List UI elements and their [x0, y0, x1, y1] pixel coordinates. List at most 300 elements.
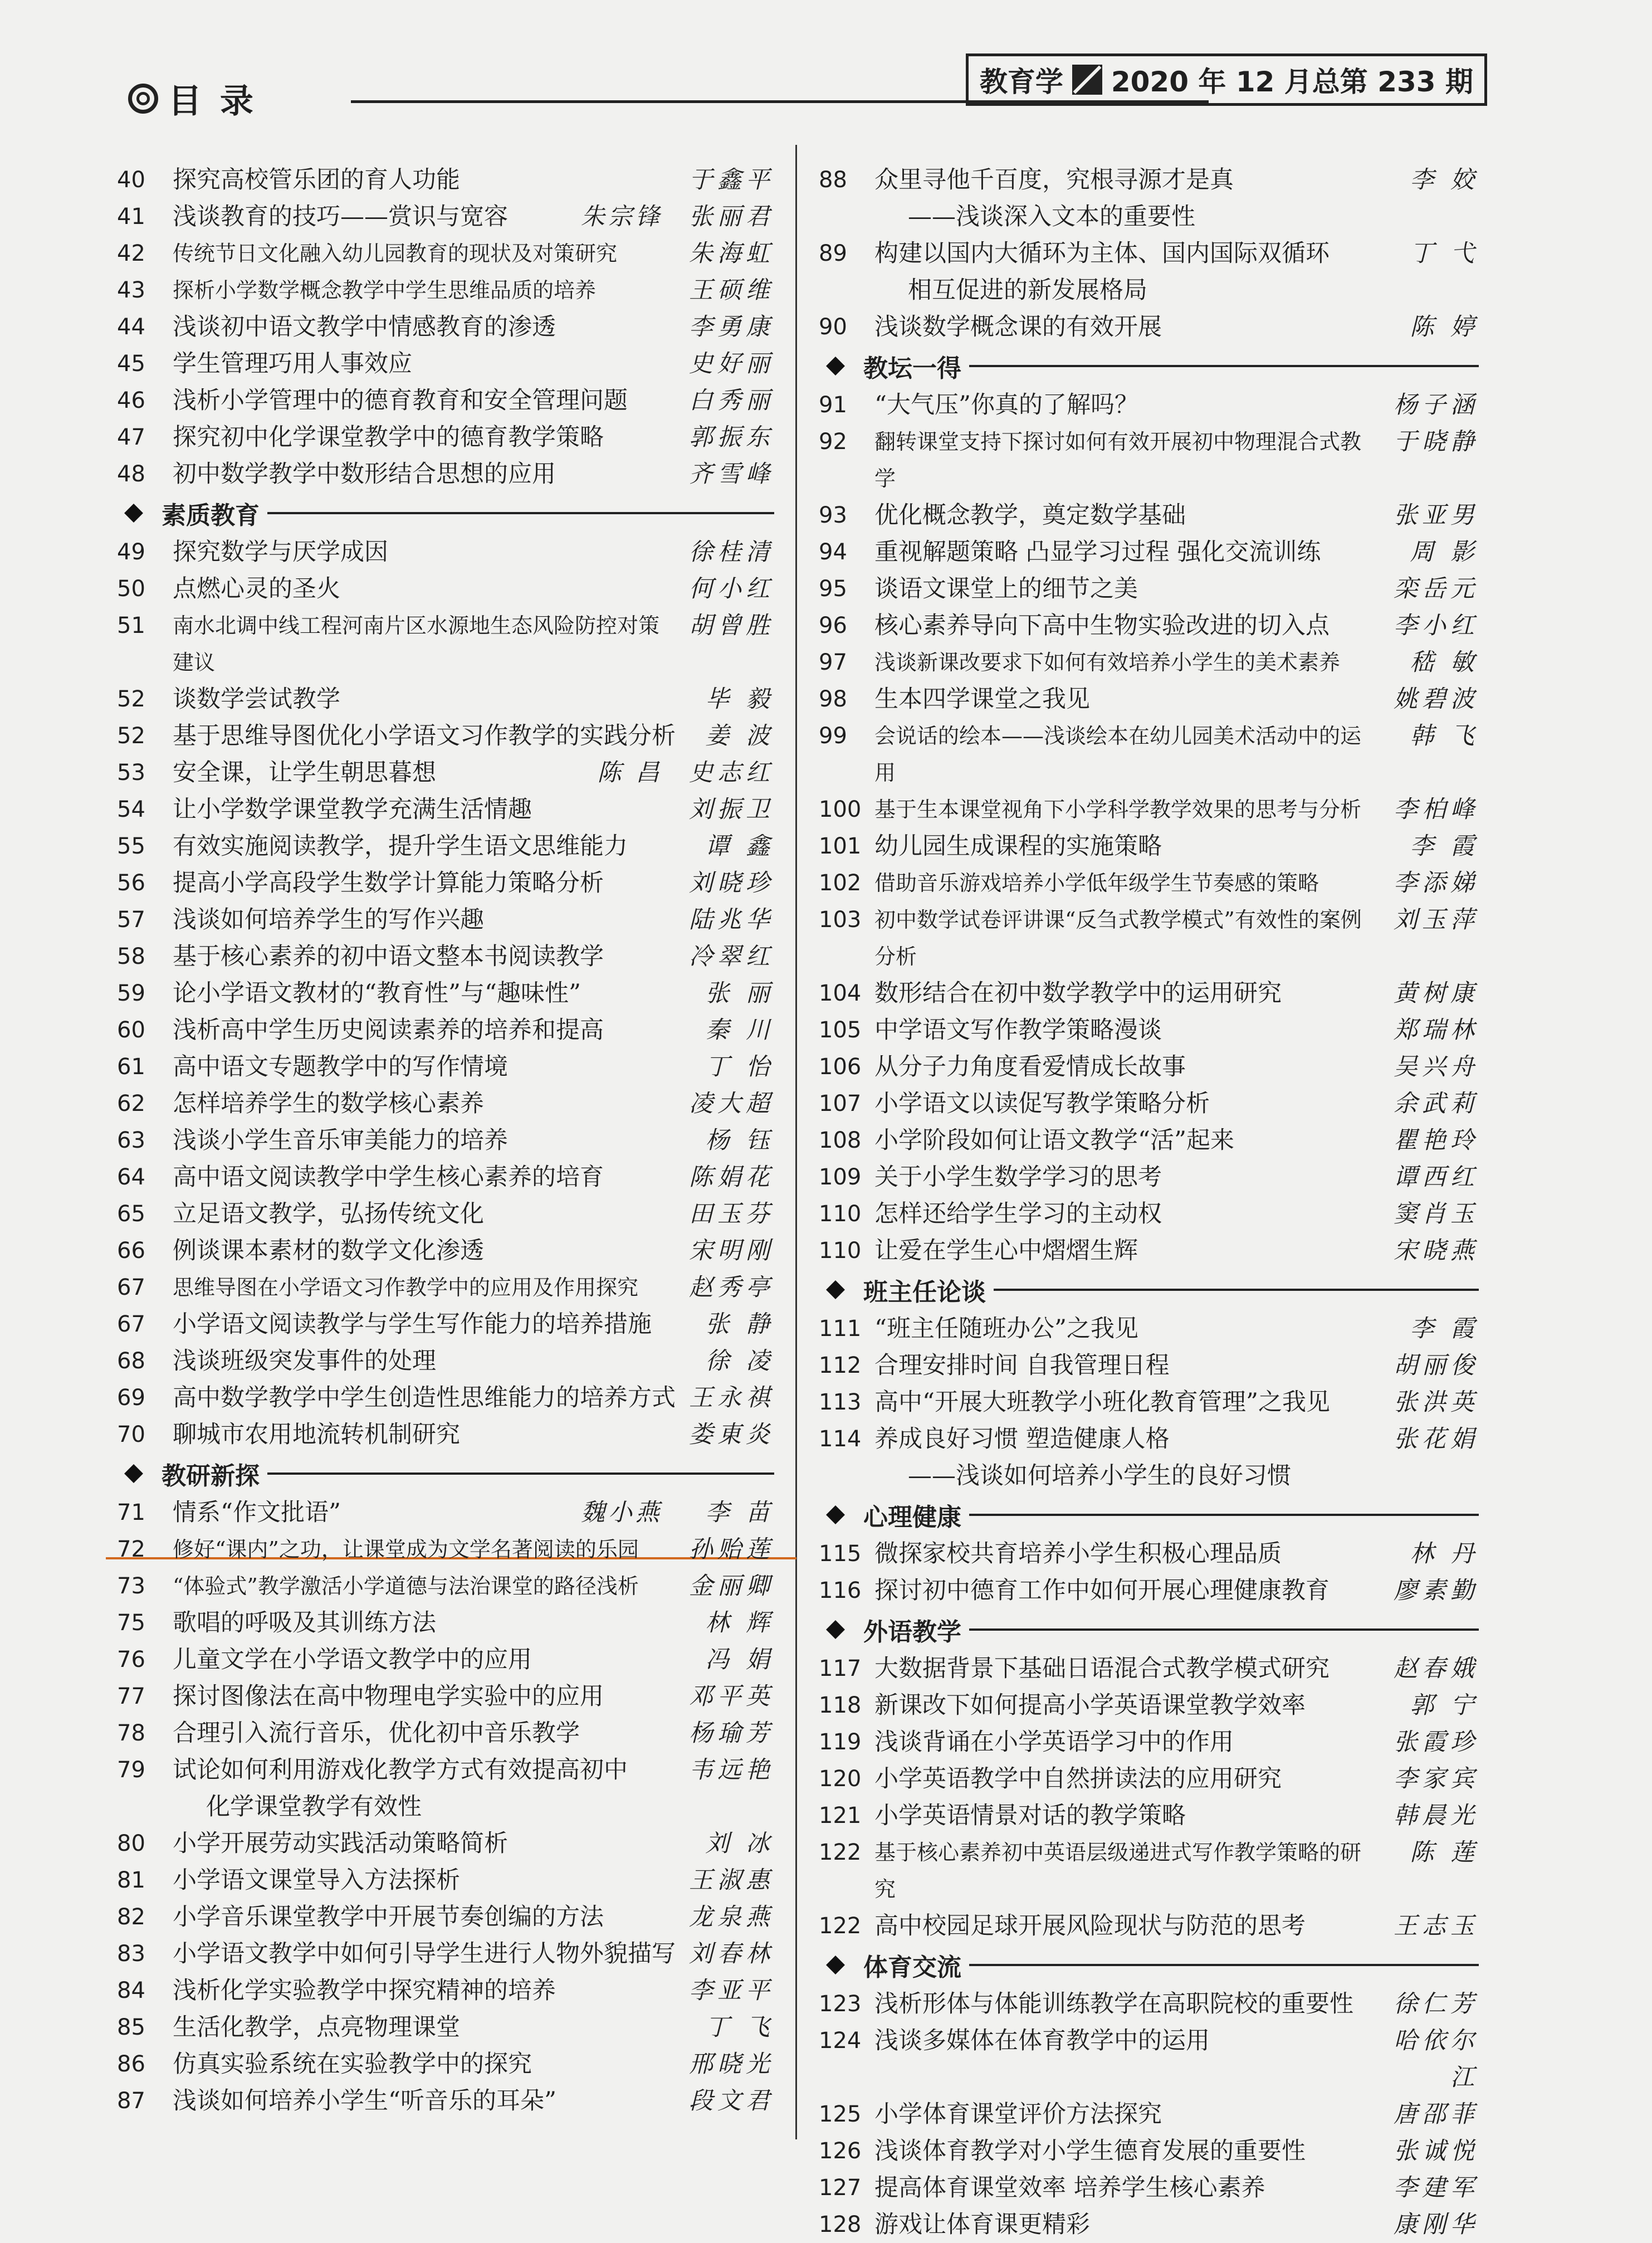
toc-entry: [117, 1306, 774, 1343]
author: 嵇 敏: [1410, 648, 1479, 676]
toc-entry: [819, 1012, 1479, 1049]
article-title-text: 让小学数学课堂教学充满生活情趣: [173, 796, 532, 823]
toc-entry: [117, 162, 774, 198]
page-number: 107: [819, 1091, 862, 1116]
toc-entry: [117, 975, 774, 1012]
article-subtitle: 相互促进的新发展格局: [908, 276, 1147, 304]
article-title-text: 游戏让体育课更精彩: [874, 2211, 1090, 2239]
toc-entry: [117, 1715, 774, 1752]
author: 林 辉: [705, 1609, 774, 1637]
page-number: 51: [117, 613, 145, 638]
page-number: 110: [819, 1201, 862, 1227]
page-number: 67: [117, 1275, 145, 1300]
page-number: 78: [117, 1720, 145, 1746]
page-number: 118: [819, 1693, 862, 1718]
toc-entry: [819, 2206, 1479, 2243]
article-title-text: 让爱在学生心中熠熠生辉: [874, 1237, 1138, 1265]
article-title: [874, 1232, 1381, 1269]
section-heading: [117, 1455, 774, 1492]
right-group-2: [819, 387, 1479, 1269]
author: 徐仁芳: [1394, 1990, 1479, 2018]
toc-entry: [117, 1012, 774, 1049]
section-title: 班主任论谈: [863, 1278, 986, 1306]
co-author: 陈 昌: [597, 759, 663, 787]
toc-entry: [819, 1535, 1479, 1572]
toc-entry: [117, 309, 774, 345]
page-number: 75: [117, 1610, 145, 1636]
article-title: [173, 865, 677, 901]
page-number: 104: [819, 981, 862, 1006]
page-number: 63: [117, 1128, 145, 1153]
toc-entry: [117, 938, 774, 975]
author: 张洪英: [1394, 1388, 1479, 1416]
article-title-text: “体验式”教学激活小学道德与法治课堂的路径浅析: [173, 1574, 639, 1598]
article-title-text: 情系“作文批语”: [173, 1499, 341, 1527]
page-number: 125: [819, 2101, 862, 2127]
diamond-icon: [826, 1280, 845, 1299]
right-group-4: [819, 1535, 1479, 1609]
page-number: 80: [117, 1831, 145, 1856]
toc-entry: [117, 1196, 774, 1232]
author: 李 霞: [1410, 832, 1479, 860]
article-title: [874, 718, 1381, 791]
page-number: 109: [819, 1164, 862, 1190]
toc-entry: [117, 1494, 774, 1531]
author: 郭 宁: [1410, 1691, 1479, 1719]
article-title: [173, 828, 677, 865]
article-title-text: 从分子力角度看爱情成长故事: [874, 1053, 1186, 1081]
toc-entry: [117, 534, 774, 570]
article-title: [874, 497, 1381, 534]
author: 王淑惠: [689, 1866, 774, 1894]
toc-entry: [117, 1825, 774, 1862]
article-title: [173, 1159, 677, 1196]
article-title-text: 中学语文写作教学策略漫谈: [874, 1016, 1162, 1044]
article-subtitle: 化学课堂教学有效性: [206, 1793, 422, 1821]
article-title-text: 浅谈新课改要求下如何有效培养小学生的美术素养: [874, 650, 1341, 675]
page-number: 127: [819, 2175, 862, 2201]
page-number: 59: [117, 981, 145, 1006]
toc-entry: [819, 1572, 1479, 1609]
article-title: [874, 1724, 1381, 1761]
section-title: 外语教学: [863, 1618, 961, 1646]
toc-entry: [819, 1085, 1479, 1122]
toc-entry: [117, 607, 774, 681]
toc-entry: [117, 1605, 774, 1641]
page-number: 112: [819, 1353, 862, 1378]
article-title-text: 探讨图像法在高中物理电学实验中的应用: [173, 1683, 604, 1710]
author: 谭 鑫: [705, 832, 774, 860]
article-title: [874, 681, 1381, 718]
article-title-text: 有效实施阅读教学，提升学生语文思维能力: [173, 832, 628, 860]
page-number: 55: [117, 833, 145, 859]
article-title: [874, 1122, 1381, 1159]
author: 张 丽: [705, 979, 774, 1007]
article-title-text: 翻转课堂支持下探讨如何有效开展初中物理混合式教学: [874, 430, 1362, 491]
page-number: 47: [117, 425, 145, 450]
article-title-text: 谈数学尝试教学: [173, 685, 340, 713]
article-title: [173, 1049, 677, 1085]
article-title-text: 探究初中化学课堂教学中的德育教学策略: [173, 423, 604, 451]
article-title-text: 修好“课内”之功，让课堂成为文学名著阅读的乐园: [173, 1537, 639, 1562]
toc-entry: [117, 2009, 774, 2046]
article-title: [173, 1605, 677, 1641]
article-title-text: 关于小学生数学学习的思考: [874, 1163, 1162, 1191]
article-title-text: 高中“开展大班教学小班化教育管理”之我见: [874, 1388, 1330, 1416]
page-number: 86: [117, 2051, 145, 2077]
article-title-text: 生活化教学，点亮物理课堂: [173, 2013, 460, 2041]
article-title-text: 会说话的绘本——浅谈绘本在幼儿园美术活动中的运用: [874, 724, 1362, 785]
article-title: [874, 2022, 1381, 2059]
toc-entry: [819, 162, 1479, 235]
article-title: [173, 681, 677, 718]
article-title-text: 提高体育课堂效率 培养学生核心素养: [874, 2174, 1265, 2202]
article-title: [173, 2046, 677, 2083]
article-title-text: 大数据背景下基础日语混合式教学模式研究: [874, 1655, 1330, 1683]
article-title: [874, 1085, 1381, 1122]
article-title-text: 浅谈体育教学对小学生德育发展的重要性: [874, 2137, 1306, 2165]
page-number: 84: [117, 1978, 145, 2003]
toc-entry: [819, 534, 1479, 570]
article-title-text: 高中语文专题教学中的写作情境: [173, 1053, 508, 1081]
article-title-text: 高中数学教学中学生创造性思维能力的培养方式: [173, 1384, 676, 1412]
article-title-text: 南水北调中线工程河南片区水源地生态风险防控对策建议: [173, 613, 660, 675]
article-title: [173, 570, 677, 607]
article-title: [874, 1347, 1381, 1384]
toc-entry: [819, 1232, 1479, 1269]
page-number: 128: [819, 2212, 862, 2237]
article-title: [874, 2096, 1381, 2133]
article-title: [874, 1049, 1381, 1085]
article-title-text: 安全课，让学生朝思暮想: [173, 759, 436, 787]
article-title: [173, 791, 677, 828]
author: 李添娣: [1394, 869, 1479, 897]
author: 廖素勤: [1394, 1577, 1479, 1605]
page-number: 98: [819, 686, 847, 712]
page-number: 101: [819, 833, 862, 859]
page-number: 99: [819, 723, 847, 749]
article-title-text: 初中数学教学中数形结合思想的应用: [173, 460, 556, 488]
column-divider: [795, 145, 797, 2139]
author: 宋明刚: [689, 1237, 774, 1265]
author: 宋晓燕: [1394, 1237, 1479, 1265]
article-title-text: 小学语文教学中如何引导学生进行人物外貌描写: [173, 1940, 676, 1968]
page-number: 60: [117, 1017, 145, 1043]
author: 周 影: [1410, 538, 1479, 566]
article-title-text: 学生管理巧用人事效应: [173, 350, 412, 378]
author: 胡曾胜: [689, 612, 774, 640]
article-title: [874, 975, 1381, 1012]
article-title: [173, 1122, 677, 1159]
article-title-text: 构建以国内大循环为主体、国内国际双循环: [874, 240, 1330, 267]
author: 毕 毅: [705, 685, 774, 713]
toc-entry: [117, 1752, 774, 1825]
article-title: [874, 865, 1381, 901]
page-number: 53: [117, 760, 145, 786]
right-group-3: [819, 1310, 1479, 1494]
toc-entry: [819, 1122, 1479, 1159]
page-number: 122: [819, 1840, 862, 1865]
section-rule: [267, 1472, 774, 1475]
issue-box: [966, 53, 1487, 106]
diamond-icon: [826, 357, 845, 376]
article-title: [173, 534, 677, 570]
author: 栾岳元: [1394, 575, 1479, 603]
page-number: 126: [819, 2138, 862, 2164]
toc-entry: [819, 2022, 1479, 2096]
author: 田玉芬: [689, 1200, 774, 1228]
author: 刘振卫: [689, 796, 774, 823]
author: 刘玉萍: [1394, 906, 1479, 934]
article-title-text: 浅谈如何培养小学生“听音乐的耳朵”: [173, 2087, 556, 2115]
author: 李建军: [1394, 2174, 1479, 2202]
article-title-text: 小学语文课堂导入方法探析: [173, 1866, 460, 1894]
author: 张花娟: [1394, 1425, 1479, 1453]
diamond-icon: [124, 1464, 143, 1483]
article-title: [173, 2009, 677, 2046]
section-rule: [267, 512, 774, 514]
page-number: 70: [117, 1422, 145, 1447]
toc-entry: [117, 1568, 774, 1605]
article-title: [173, 1379, 677, 1416]
author: 李勇康: [689, 313, 774, 341]
page-number: 48: [117, 461, 145, 487]
article-title: [874, 423, 1381, 497]
article-title: [874, 1421, 1381, 1494]
author: 李 苗: [705, 1499, 774, 1527]
toc-entry: [117, 1085, 774, 1122]
article-title-text: 小学英语情景对话的教学策略: [874, 1802, 1186, 1830]
article-title-text: 论小学语文教材的“教育性”与“趣味性”: [173, 979, 581, 1007]
article-title-text: 高中语文阅读教学中学生核心素养的培育: [173, 1163, 604, 1191]
author: 孙贻莲: [689, 1535, 774, 1563]
page-number: 83: [117, 1941, 145, 1967]
toc-entry: [117, 791, 774, 828]
article-title: [173, 309, 677, 345]
section-heading: [819, 1947, 1479, 1983]
page-number: 88: [819, 167, 847, 193]
article-title-text: 例谈课本素材的数学文化渗透: [173, 1237, 484, 1265]
author: 白秀丽: [689, 387, 774, 415]
article-title-text: 小学开展劳动实践活动策略简析: [173, 1830, 508, 1857]
page-number: 72: [117, 1537, 145, 1562]
article-title: [173, 162, 677, 198]
page-number: 73: [117, 1573, 145, 1599]
article-title: [173, 272, 677, 309]
toc-entry: [819, 1310, 1479, 1347]
author: 姚碧波: [1394, 685, 1479, 713]
toc-entry: [819, 497, 1479, 534]
toc-entry: [819, 1159, 1479, 1196]
section-title: 心理健康: [863, 1503, 961, 1532]
toc-entry: [117, 865, 774, 901]
page-number: 50: [117, 576, 145, 602]
page-number: 42: [117, 241, 145, 266]
author: 邢晓光: [689, 2050, 774, 2078]
article-title: [874, 309, 1381, 345]
author: 谭西红: [1394, 1163, 1479, 1191]
article-title-text: 浅谈教育的技巧——赏识与宽容: [173, 203, 508, 231]
article-title-text: 探讨初中德育工作中如何开展心理健康教育: [874, 1577, 1330, 1605]
author: 窦肖玉: [1394, 1200, 1479, 1228]
article-title-text: 养成良好习惯 塑造健康人格: [874, 1425, 1170, 1453]
page-number: 120: [819, 1766, 862, 1792]
author: 刘 冰: [705, 1830, 774, 1857]
article-title: [874, 1159, 1381, 1196]
page-number: 103: [819, 907, 862, 933]
article-title-text: 试论如何利用游戏化教学方式有效提高初中: [173, 1756, 628, 1784]
author: 陈 婷: [1410, 313, 1479, 341]
article-title-text: 提高小学高段学生数学计算能力策略分析: [173, 869, 604, 897]
author: 冯 娟: [705, 1646, 774, 1674]
toc-entry: [819, 1724, 1479, 1761]
author: 瞿艳玲: [1394, 1127, 1479, 1154]
article-title: [874, 162, 1381, 235]
article-title: [173, 1568, 677, 1605]
toc-entry: [117, 1899, 774, 1935]
section-heading: [117, 495, 774, 532]
toc-entry: [819, 1908, 1479, 1944]
toc-entry: [819, 1049, 1479, 1085]
page-number: 45: [117, 351, 145, 377]
circle-bullet-icon: [128, 84, 158, 114]
section-title: 教研新探: [162, 1462, 260, 1490]
author: 王永祺: [689, 1384, 774, 1412]
author: 郭振东: [689, 423, 774, 451]
toc-entry: [117, 456, 774, 493]
page-number: 114: [819, 1426, 862, 1452]
page-number: 108: [819, 1128, 862, 1153]
toc-entry: [819, 423, 1479, 497]
page-number: 76: [117, 1647, 145, 1673]
article-title: [874, 2169, 1381, 2206]
author: 李亚平: [689, 1977, 774, 2005]
toc-entry: [117, 1641, 774, 1678]
article-title: [173, 235, 677, 272]
article-title-text: 基于核心素养的初中语文整本书阅读教学: [173, 943, 604, 971]
section-rule: [969, 1514, 1479, 1516]
author: 史好丽: [689, 350, 774, 378]
author: 张丽君: [689, 203, 774, 231]
page-number: 52: [117, 686, 145, 712]
article-title-text: 初中数学试卷评讲课“反刍式教学模式”有效性的案例分析: [874, 908, 1362, 969]
page-number: 41: [117, 204, 145, 230]
toc-entry: [819, 1834, 1479, 1908]
right-group-6: [819, 1986, 1479, 2243]
article-title-text: 幼儿园生成课程的实施策略: [874, 832, 1162, 860]
author: 余武莉: [1394, 1090, 1479, 1118]
article-title-text: 立足语文教学，弘扬传统文化: [173, 1200, 484, 1228]
page-number: 66: [117, 1238, 145, 1264]
toc-entry: [819, 718, 1479, 791]
co-author: 魏小燕: [581, 1499, 663, 1527]
article-title-text: 仿真实验系统在实验教学中的探究: [173, 2050, 532, 2078]
toc-entry: [117, 1269, 774, 1306]
page-number: 82: [117, 1904, 145, 1930]
page-number: 71: [117, 1500, 145, 1525]
article-title: [874, 1986, 1381, 2022]
article-title: [173, 1416, 677, 1453]
article-title: [874, 644, 1381, 681]
section-rule: [969, 1628, 1479, 1631]
author: 赵秀亭: [689, 1274, 774, 1301]
section-title: 体育交流: [863, 1953, 961, 1982]
article-title: [874, 1572, 1381, 1609]
toc-entry: [117, 1862, 774, 1899]
toc-entry: [819, 1347, 1479, 1384]
page-number: 85: [117, 2015, 145, 2040]
diamond-icon: [826, 1505, 845, 1524]
article-title-text: 基于核心素养初中英语层级递进式写作教学策略的研究: [874, 1840, 1362, 1901]
article-title-text: 优化概念教学，奠定数学基础: [874, 501, 1186, 529]
toc-entry: [819, 975, 1479, 1012]
article-title: [173, 1862, 677, 1899]
article-title: [874, 901, 1381, 975]
toc-entry: [117, 901, 774, 938]
author: 胡丽俊: [1394, 1352, 1479, 1379]
article-title: [874, 1687, 1381, 1724]
toc-entry: [819, 2096, 1479, 2133]
article-title-text: 合理安排时间 自我管理日程: [874, 1352, 1170, 1379]
toc-entry: [117, 272, 774, 309]
toc-entry: [117, 718, 774, 754]
article-title: [173, 718, 677, 754]
page-number: 96: [819, 613, 847, 638]
article-title-text: 点燃心灵的圣火: [173, 575, 340, 603]
author: 韩 飞: [1410, 722, 1479, 750]
article-title-text: 浅谈多媒体在体育教学中的运用: [874, 2027, 1210, 2055]
page-number: 119: [819, 1729, 862, 1755]
author: 何小红: [689, 575, 774, 603]
article-title: [173, 1232, 677, 1269]
article-title: [173, 1269, 677, 1306]
page-number: 116: [819, 1578, 862, 1603]
author: 李柏峰: [1394, 796, 1479, 823]
author: 韩晨光: [1394, 1802, 1479, 1830]
toc-entry: [819, 235, 1479, 309]
toc-entry: [117, 2083, 774, 2119]
article-title-text: 歌唱的呼吸及其训练方法: [173, 1609, 436, 1637]
section-heading: [819, 1271, 1479, 1308]
toc-entry: [819, 828, 1479, 865]
article-title: [874, 1797, 1381, 1834]
page-number: 94: [819, 539, 847, 565]
page-number: 89: [819, 241, 847, 266]
page-number: 123: [819, 1991, 862, 2017]
page-number: 54: [117, 797, 145, 822]
toc-entry: [117, 570, 774, 607]
article-title: [173, 975, 677, 1012]
author: 张 静: [705, 1310, 774, 1338]
article-title: [173, 607, 677, 681]
toc-entry: [117, 1972, 774, 2009]
page-number: 61: [117, 1054, 145, 1080]
page-number: 111: [819, 1316, 862, 1342]
author: 李 姣: [1410, 166, 1479, 194]
article-title-text: 新课改下如何提高小学英语课堂教学效率: [874, 1691, 1306, 1719]
page-number: 65: [117, 1201, 145, 1227]
article-title: [173, 1715, 677, 1752]
journal-name: 教育学: [979, 66, 1063, 98]
page-number: 67: [117, 1311, 145, 1337]
author: 段文君: [689, 2087, 774, 2115]
section-rule: [969, 365, 1479, 367]
toc-entry: [117, 754, 774, 791]
author: 王志玉: [1394, 1912, 1479, 1940]
article-title: [874, 235, 1381, 309]
article-title-text: 探究数学与厌学成因: [173, 538, 388, 566]
toc-entry: [819, 1687, 1479, 1724]
